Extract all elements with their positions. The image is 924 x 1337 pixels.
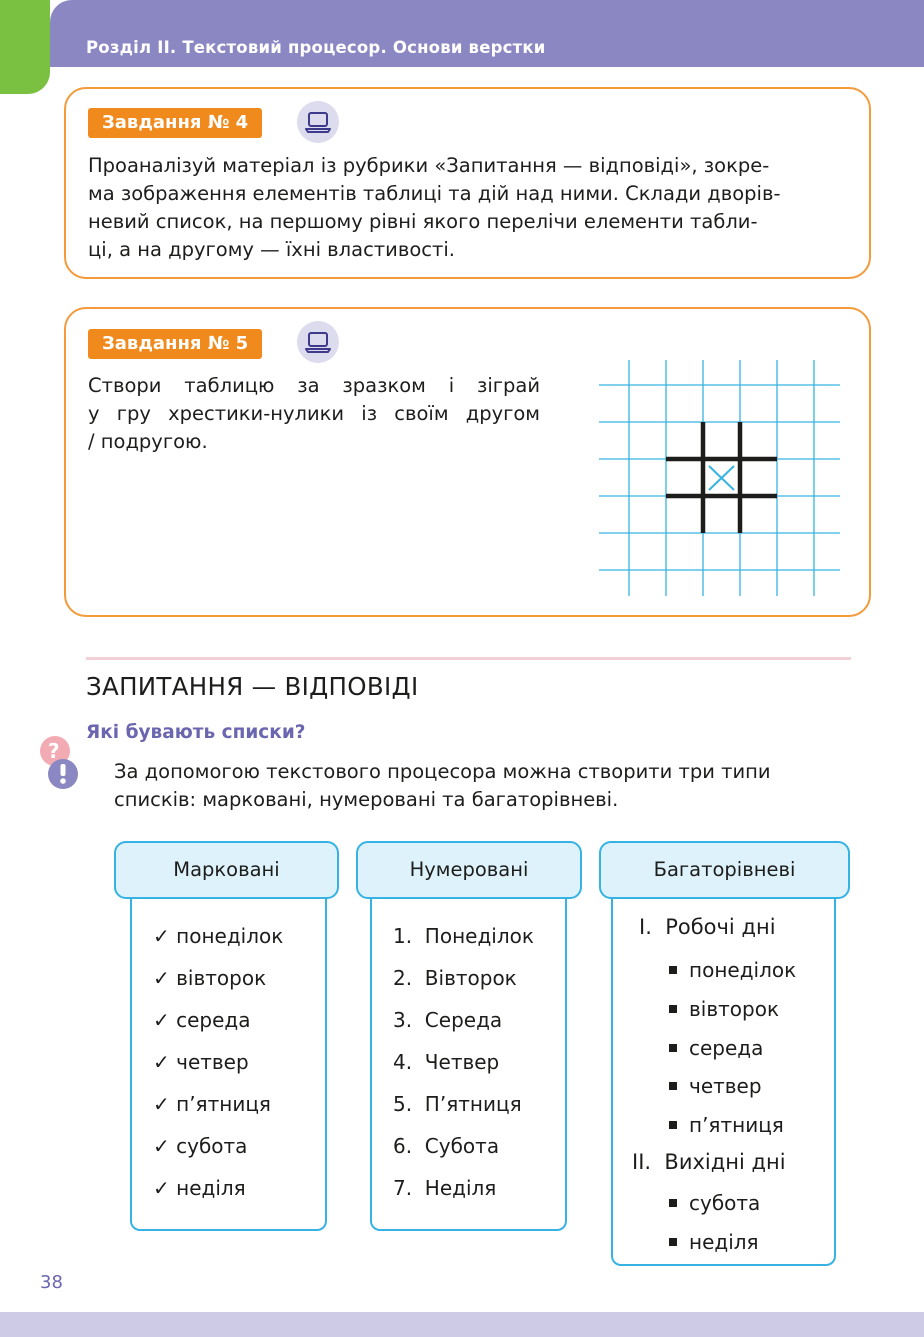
- task-5-line: / подругою.: [88, 430, 208, 453]
- task-4-box: [64, 87, 871, 279]
- list-subitem: понеділок: [669, 958, 796, 982]
- task-4-text: [88, 152, 852, 264]
- section-title: ЗАПИТАННЯ — ВІДПОВІДІ: [86, 672, 419, 701]
- answer-line: списків: марковані, нумеровані та багаторівневі.: [114, 788, 619, 811]
- list-subitem: середа: [669, 1036, 763, 1060]
- question-heading: Які бувають списки?: [86, 722, 306, 743]
- list-item: ✓ субота: [153, 1134, 248, 1158]
- square-bullet-icon: [669, 1005, 677, 1013]
- page-number: 38: [40, 1272, 63, 1293]
- svg-text:?: ?: [48, 739, 60, 763]
- list-subitem: неділя: [669, 1230, 759, 1254]
- list-item: 5. П’ятниця: [393, 1092, 522, 1116]
- list-subitem: субота: [669, 1191, 760, 1215]
- list-subitem: четвер: [669, 1074, 762, 1098]
- square-bullet-icon: [669, 966, 677, 974]
- footer-bar: [0, 1312, 924, 1337]
- task-5-text: [88, 372, 540, 456]
- question-answer-icon: [39, 736, 81, 792]
- list-subitem: вівторок: [669, 997, 779, 1021]
- answer-text: [114, 758, 859, 814]
- task-5-line: у гру хрестики-нулики із своїм другом: [88, 402, 540, 425]
- task-4-line: невий список, на першому рівні якого перелічи елементи табли-: [88, 210, 758, 233]
- list-group-label: ІІ. Вихідні дні: [632, 1150, 786, 1174]
- chapter-tab: [0, 0, 50, 94]
- answer-line: За допомогою текстового процесора можна створити три типи: [114, 760, 771, 783]
- list-item: ✓ неділя: [153, 1176, 246, 1200]
- square-bullet-icon: [669, 1121, 677, 1129]
- list-subitem: п’ятниця: [669, 1113, 784, 1137]
- square-bullet-icon: [669, 1199, 677, 1207]
- list-item: 6. Субота: [393, 1134, 500, 1158]
- list-item: 2. Вівторок: [393, 966, 517, 990]
- task-4-badge: Завдання № 4: [88, 108, 262, 138]
- check-icon: ✓: [153, 966, 170, 990]
- list-item: 7. Неділя: [393, 1176, 497, 1200]
- square-bullet-icon: [669, 1044, 677, 1052]
- list-item: ✓ четвер: [153, 1050, 249, 1074]
- list-item: 4. Четвер: [393, 1050, 500, 1074]
- check-icon: ✓: [153, 1008, 170, 1032]
- list-item: ✓ середа: [153, 1008, 251, 1032]
- square-bullet-icon: [669, 1082, 677, 1090]
- list-item: ✓ вівторок: [153, 966, 267, 990]
- header-title: Розділ ІІ. Текстовий процесор. Основи верстки: [86, 38, 546, 57]
- check-icon: ✓: [153, 924, 170, 948]
- task-4-line: ма зображення елементів таблиці та дій над ними. Склади дворів-: [88, 182, 781, 205]
- cross-mark: [709, 466, 734, 490]
- laptop-icon: [297, 321, 339, 363]
- multilevel-list-title: Багаторівневі: [599, 841, 850, 899]
- page-header: [50, 0, 924, 67]
- square-bullet-icon: [669, 1238, 677, 1246]
- check-icon: ✓: [153, 1050, 170, 1074]
- task-4-line: Проаналізуй матеріал із рубрики «Запитання — відповіді», зокре-: [88, 154, 770, 177]
- list-item: 3. Середа: [393, 1008, 503, 1032]
- list-item: ✓ понеділок: [153, 924, 284, 948]
- check-icon: ✓: [153, 1176, 170, 1200]
- bulleted-list-title: Марковані: [114, 841, 339, 899]
- check-icon: ✓: [153, 1134, 170, 1158]
- numbered-list-title: Нумеровані: [356, 841, 582, 899]
- laptop-icon: [297, 101, 339, 143]
- list-item: 1. Понеділок: [393, 924, 534, 948]
- tic-tac-toe-grid: [599, 360, 841, 598]
- task-5-line: Створи таблицю за зразком і зіграй: [88, 374, 540, 397]
- task-4-line: ці, а на другому — їхні властивості.: [88, 238, 455, 261]
- section-divider: [86, 657, 851, 660]
- list-group-label: І. Робочі дні: [639, 915, 776, 939]
- list-item: ✓ п’ятниця: [153, 1092, 271, 1116]
- task-5-badge: Завдання № 5: [88, 329, 262, 359]
- check-icon: ✓: [153, 1092, 170, 1116]
